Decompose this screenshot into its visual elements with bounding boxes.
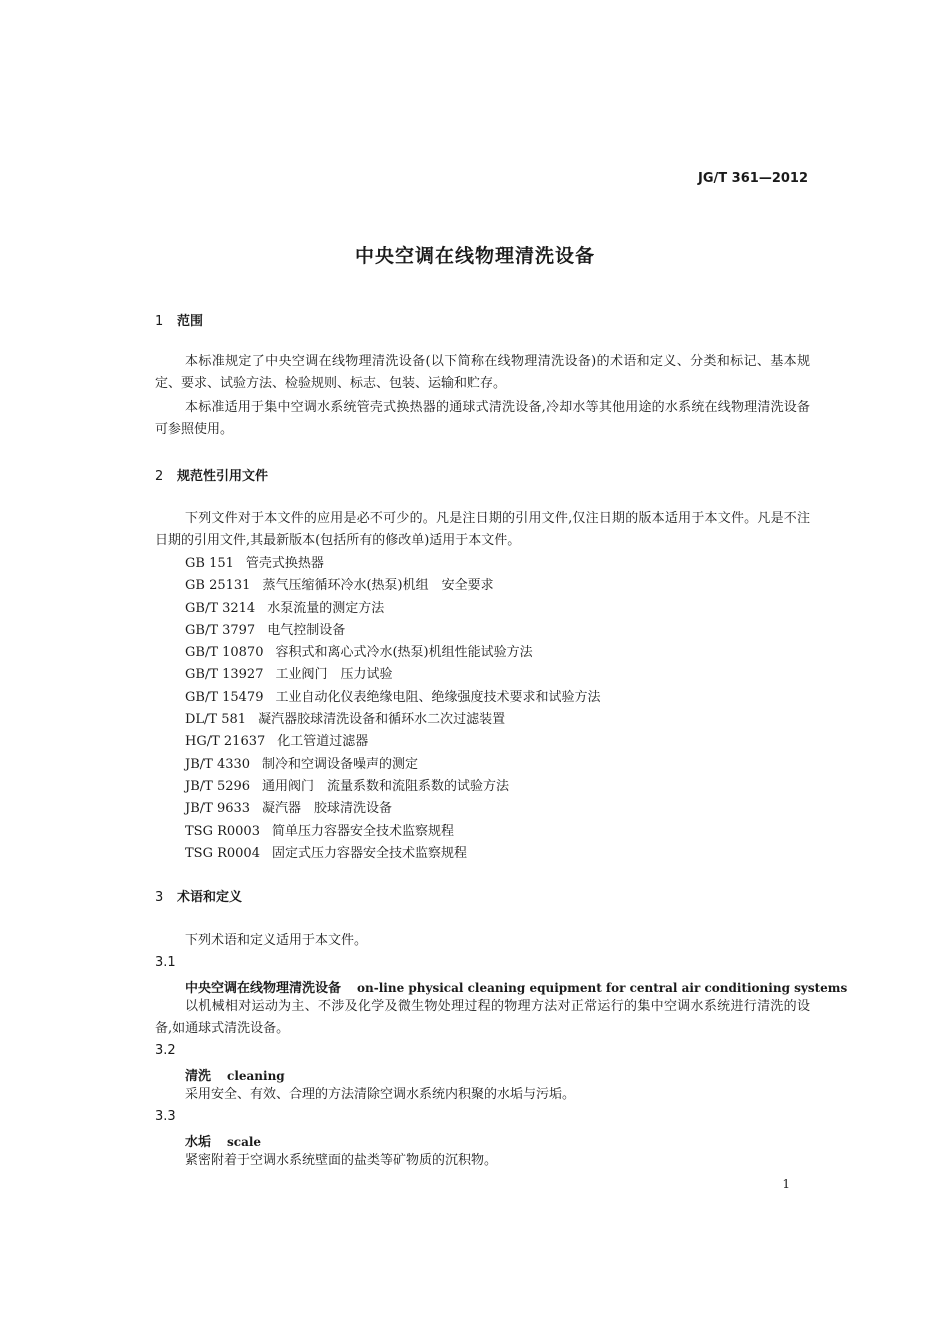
reference-name: 容积式和离心式冷水(热泵)机组性能试验方法 — [275, 645, 533, 661]
document-title: 中央空调在线物理清洗设备 — [354, 245, 595, 267]
term-entry — [185, 977, 847, 996]
section-number: 2 — [155, 469, 164, 484]
reference-name: 工业阀门 压力试验 — [275, 667, 393, 683]
section-title: 范围 — [177, 314, 204, 329]
reference-name: 蒸气压缩循环冷水(热泵)机组 安全要求 — [262, 578, 494, 594]
reference-code: GB 151 — [185, 556, 234, 571]
term-english: cleaning — [227, 1069, 285, 1083]
reference-name: 工业自动化仪表绝缘电阻、绝缘强度技术要求和试验方法 — [275, 689, 601, 705]
term-definition: 采用安全、有效、合理的方法清除空调水系统内积聚的水垢与污垢。 — [185, 1087, 576, 1102]
reference-item — [185, 843, 601, 865]
reference-name: 简单压力容器安全技术监察规程 — [271, 823, 454, 839]
reference-code: TSG R0004 — [185, 845, 260, 861]
reference-item — [185, 821, 601, 843]
reference-name: 固定式压力容器安全技术监察规程 — [271, 845, 467, 861]
section-1-paragraph-1: 本标准规定了中央空调在线物理清洗设备(以下简称在线物理清洗设备)的术语和定义、分类和标记、基本规定、要求、试验方法、检验规则、标志、包装、运输和贮存。 — [155, 354, 810, 391]
reference-code: GB/T 10870 — [185, 645, 264, 661]
reference-item — [185, 664, 601, 686]
page-number: 1 — [782, 1177, 790, 1191]
term-number: 3.2 — [155, 1043, 176, 1058]
section-number: 3 — [155, 890, 164, 905]
section-title: 术语和定义 — [177, 890, 243, 905]
reference-item — [185, 620, 601, 642]
standard-code: JG/T 361—2012 — [698, 171, 808, 186]
term-definition: 紧密附着于空调水系统壁面的盐类等矿物质的沉积物。 — [185, 1153, 498, 1168]
reference-name: 水泵流量的测定方法 — [267, 600, 385, 616]
reference-item — [185, 687, 601, 709]
term-number: 3.1 — [155, 955, 176, 970]
section-1-heading — [155, 310, 203, 329]
reference-item — [185, 798, 601, 820]
reference-code: GB/T 3214 — [185, 600, 256, 616]
reference-code: TSG R0003 — [185, 823, 260, 839]
reference-name: 制冷和空调设备噪声的测定 — [262, 756, 419, 772]
term-english: on-line physical cleaning equipment for central air conditioning systems — [357, 981, 848, 995]
reference-code: GB/T 3797 — [185, 622, 256, 638]
reference-item — [185, 553, 601, 575]
reference-code: JB/T 5296 — [185, 778, 251, 794]
reference-code: GB/T 15479 — [185, 689, 264, 705]
section-2-heading — [155, 465, 268, 484]
reference-item — [185, 709, 601, 731]
term-chinese: 中央空调在线物理清洗设备 — [185, 981, 342, 996]
section-number: 1 — [155, 314, 164, 329]
term-chinese: 水垢 — [185, 1135, 212, 1150]
reference-code: DL/T 581 — [185, 712, 247, 728]
term-number: 3.3 — [155, 1109, 176, 1124]
section-2-intro: 下列文件对于本文件的应用是必不可少的。凡是注日期的引用文件,仅注日期的版本适用于本文件。凡是不注日期的引用文件,其最新版本(包括所有的修改单)适用于本文件。 — [155, 511, 810, 548]
reference-name: 电气控制设备 — [267, 622, 346, 638]
reference-code: HG/T 21637 — [185, 734, 266, 750]
term-chinese: 清洗 — [185, 1069, 212, 1084]
reference-item — [185, 754, 601, 776]
section-1-paragraph-2: 本标准适用于集中空调水系统管壳式换热器的通球式清洗设备,冷却水等其他用途的水系统在线物理清洗设备可参照使用。 — [155, 400, 810, 437]
reference-name: 管壳式换热器 — [245, 556, 324, 571]
section-3-heading — [155, 886, 242, 905]
reference-item — [185, 575, 601, 597]
normative-references-list — [185, 553, 601, 865]
reference-code: JB/T 4330 — [185, 756, 251, 772]
reference-code: JB/T 9633 — [185, 801, 251, 817]
term-entry — [185, 1065, 285, 1084]
reference-name: 通用阀门 流量系数和流阻系数的试验方法 — [262, 778, 510, 794]
term-entry — [185, 1131, 261, 1150]
reference-item — [185, 731, 601, 753]
reference-code: GB 25131 — [185, 578, 251, 594]
section-title: 规范性引用文件 — [177, 469, 269, 484]
reference-item — [185, 776, 601, 798]
reference-name: 化工管道过滤器 — [277, 734, 369, 750]
term-english: scale — [227, 1135, 262, 1149]
reference-code: GB/T 13927 — [185, 667, 264, 683]
reference-name: 凝汽器 胶球清洗设备 — [262, 801, 393, 817]
reference-name: 凝汽器胶球清洗设备和循环水二次过滤装置 — [258, 712, 506, 728]
reference-item — [185, 598, 601, 620]
reference-item — [185, 642, 601, 664]
term-definition: 以机械相对运动为主、不涉及化学及微生物处理过程的物理方法对正常运行的集中空调水系统进行清洗的设备,如通球式清洗设备。 — [155, 999, 810, 1036]
section-3-intro: 下列术语和定义适用于本文件。 — [185, 933, 368, 948]
